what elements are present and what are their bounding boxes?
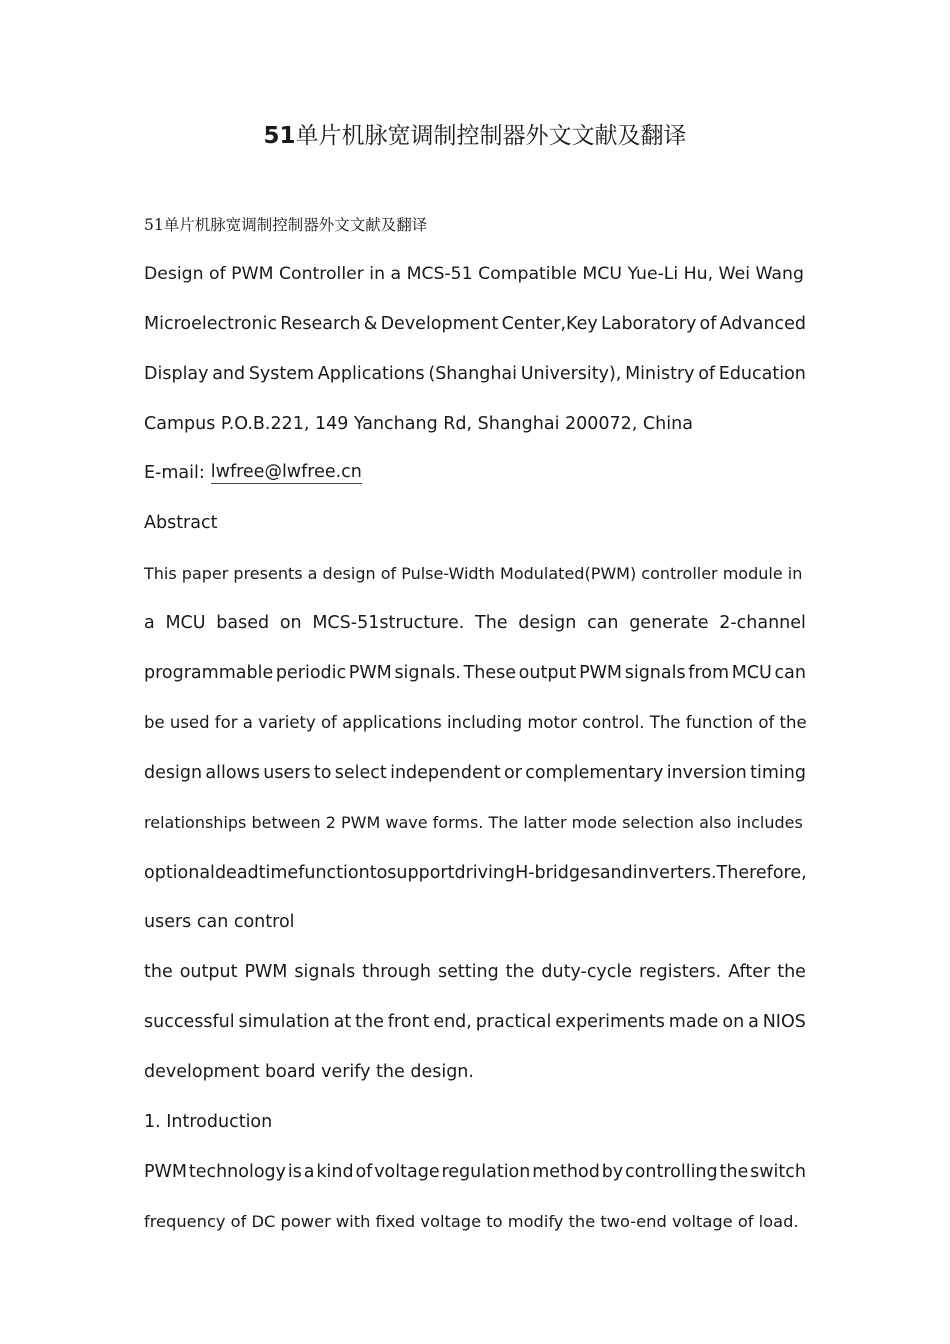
word: switch (750, 1161, 806, 1182)
word: Applications (317, 363, 425, 384)
word: timing (750, 762, 806, 783)
word: voltage (374, 1161, 440, 1182)
affiliation-line (144, 349, 806, 399)
word: is (287, 1161, 302, 1182)
word: to (313, 762, 332, 783)
word: signals (294, 962, 356, 983)
word: MCU (731, 662, 772, 683)
word: duty-cycle (541, 962, 633, 983)
word: MCU (165, 613, 206, 634)
word: a (144, 613, 155, 634)
word: Therefore, (716, 862, 807, 883)
document-title (0, 118, 950, 154)
word: regulation (441, 1161, 531, 1182)
word: signals. (394, 662, 461, 683)
word: Microelectronic (144, 313, 278, 334)
abstract-line: users can control (144, 912, 295, 933)
word: registers. (639, 962, 722, 983)
word: output (518, 662, 577, 683)
word: and (599, 862, 633, 883)
document-title-number: 51 (263, 123, 296, 149)
abstract-heading: Abstract (144, 513, 218, 534)
word: at (333, 1012, 352, 1033)
word: or (504, 762, 522, 783)
word: of (699, 313, 717, 334)
word: design (518, 613, 577, 634)
email-line (144, 448, 806, 498)
word: technology (188, 1161, 287, 1182)
word: the (355, 1012, 384, 1033)
word: PWM (348, 662, 392, 683)
word: programmable (144, 662, 274, 683)
email-label: E-mail: (144, 463, 205, 484)
word: front (387, 1012, 430, 1033)
word: to (369, 862, 388, 883)
word: end, (433, 1012, 472, 1033)
abstract-line (144, 997, 806, 1047)
word: (Shanghai (428, 363, 518, 384)
introduction-line: frequency of DC power with fixed voltage to modify the two-end voltage of load. (144, 1212, 799, 1232)
word: design (144, 762, 203, 783)
word: the (719, 1161, 749, 1182)
word: can (587, 613, 619, 634)
word: These (463, 662, 516, 683)
word: practical (475, 1012, 552, 1033)
introduction-line (144, 1147, 806, 1197)
word: Ministry (625, 363, 695, 384)
affiliation-line: Campus P.O.B.221, 149 Yanchang Rd, Shanghai 200072, China (144, 413, 693, 434)
word: driving (454, 862, 516, 883)
affiliation-line (144, 299, 806, 349)
word: Research (280, 313, 361, 334)
word: After (728, 962, 771, 983)
abstract-line: be used for a variety of applications including motor control. The function of the (144, 713, 807, 733)
word: Center,Key (501, 313, 598, 334)
word: and (212, 363, 246, 384)
word: periodic (275, 662, 347, 683)
word: Development (380, 313, 499, 334)
word: independent (390, 762, 501, 783)
abstract-line (144, 848, 806, 898)
word: NIOS (762, 1012, 806, 1033)
word: experiments (555, 1012, 665, 1033)
word: simulation (238, 1012, 330, 1033)
word: dead (214, 862, 259, 883)
word: optional (144, 862, 215, 883)
abstract-line: relationships between 2 PWM wave forms. The latter mode selection also includes (144, 813, 803, 833)
word: a (748, 1012, 759, 1033)
word: Education (718, 363, 806, 384)
word: function (298, 862, 370, 883)
word: Display (144, 363, 209, 384)
abstract-line: This paper presents a design of Pulse-Width Modulated(PWM) controller module in (144, 563, 803, 583)
introduction-heading: 1. Introduction (144, 1111, 273, 1132)
word: can (774, 662, 806, 683)
word: output (179, 962, 238, 983)
word: on (722, 1012, 745, 1033)
word: the (777, 962, 806, 983)
word: the (505, 962, 535, 983)
document-title-text: 单片机脉宽调制控制器外文文献及翻译 (295, 123, 687, 149)
word: generate (629, 613, 709, 634)
word: signals (624, 662, 686, 683)
word: PWM (579, 662, 623, 683)
word: inversion (666, 762, 747, 783)
word: a (303, 1161, 315, 1182)
word: select (334, 762, 387, 783)
word: of (355, 1161, 373, 1182)
word: System (248, 363, 315, 384)
word: by (601, 1161, 624, 1182)
word: 2-channel (719, 613, 806, 634)
word: & (363, 313, 378, 334)
email-link[interactable]: lwfree@lwfree.cn (210, 462, 362, 483)
word: based (216, 613, 270, 634)
word: time (258, 862, 299, 883)
word: The (475, 613, 508, 634)
abstract-line (144, 648, 806, 698)
subtitle: 51单片机脉宽调制控制器外文文献及翻译 (144, 215, 428, 234)
word: kind (316, 1161, 354, 1182)
word: setting (438, 962, 499, 983)
word: University), (520, 363, 622, 384)
word: PWM (144, 1161, 187, 1182)
abstract-line (144, 947, 806, 997)
word: Advanced (719, 313, 806, 334)
word: allows (205, 762, 260, 783)
paper-title-line: Design of PWM Controller in a MCS-51 Compatible MCU Yue-Li Hu, Wei Wang (144, 263, 804, 284)
word: the (144, 962, 173, 983)
word: PWM (244, 962, 288, 983)
word: successful (144, 1012, 235, 1033)
word: on (279, 613, 302, 634)
word: through (362, 962, 432, 983)
word: support (387, 862, 455, 883)
abstract-line (144, 748, 806, 798)
word: method (532, 1161, 600, 1182)
word: inverters. (632, 862, 717, 883)
document-body (144, 199, 806, 1247)
word: Laboratory (600, 313, 697, 334)
word: controlling (625, 1161, 718, 1182)
abstract-line (144, 598, 806, 648)
word: of (698, 363, 716, 384)
word: users (263, 762, 311, 783)
word: from (688, 662, 730, 683)
word: complementary (525, 762, 664, 783)
word: made (668, 1012, 719, 1033)
word: MCS-51structure. (312, 613, 465, 634)
abstract-line: development board verify the design. (144, 1062, 474, 1083)
word: H-bridges (515, 862, 600, 883)
